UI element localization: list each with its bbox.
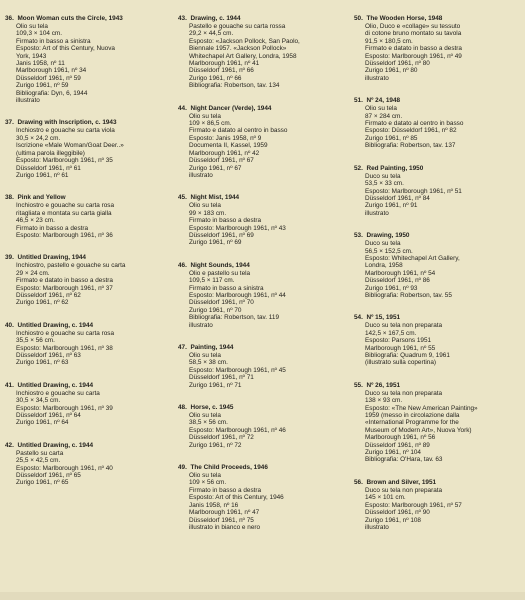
entry-detail-line: Duco su tela — [365, 240, 401, 248]
entry-detail-line: Düsseldorf 1961, nº 66 — [189, 67, 254, 75]
entry-title: Painting, 1944 — [190, 344, 234, 351]
entry-details — [5, 390, 165, 427]
entry-detail-line: Zurigo 1961, nº 71 — [189, 381, 242, 389]
entry-detail-line: Düsseldorf 1961, nº 62 — [16, 291, 81, 299]
entry-detail-line: Esposto: Marlborough 1961, nº 57 — [365, 501, 462, 509]
entry-title: The Wooden Horse, 1948 — [366, 15, 443, 22]
entry-detail-line: Inchiostro e gouache su carta viola — [16, 127, 115, 135]
entry-detail-line: ritagliata e montata su carta gialla — [16, 209, 112, 217]
entry-details — [178, 113, 338, 180]
entry-details — [5, 127, 165, 179]
entry-detail-line: 56,5 × 152,5 cm. — [365, 247, 413, 255]
entry-heading — [354, 313, 520, 322]
entry-detail-line: Düsseldorf 1961, nº 65 — [16, 472, 81, 480]
catalogue-column-2 — [178, 14, 338, 545]
entry-details — [354, 390, 520, 464]
entry-heading — [5, 321, 165, 330]
entry-heading — [354, 381, 520, 390]
entry-detail-line: Düsseldorf 1961, nº 90 — [365, 509, 430, 517]
entry-detail-line: 142,5 × 167,5 cm. — [365, 329, 417, 337]
entry-detail-line: illustrato — [16, 97, 40, 105]
entry-detail-line: 91,5 × 180,5 cm. — [365, 37, 413, 45]
entry-detail-line: Olio su tela — [189, 472, 221, 480]
entry-detail-line: 29 × 24 cm. — [16, 269, 50, 277]
entry-heading — [178, 343, 338, 352]
catalogue-entry — [178, 193, 338, 246]
entry-details — [354, 23, 520, 82]
entry-detail-line: Firmato e datato al centro in basso — [365, 120, 464, 128]
entry-detail-line: Esposto: Marlborough 1961, nº 35 — [16, 157, 113, 165]
entry-number: 37. — [5, 119, 14, 127]
entry-detail-line: Zurigo 1961, nº 80 — [365, 67, 418, 75]
entry-detail-line: Olio su tela — [189, 202, 221, 210]
entry-title: Night Dancer (Verde), 1944 — [190, 104, 272, 112]
entry-number: 54. — [354, 314, 363, 322]
entry-detail-line: Zurigo 1961, nº 65 — [16, 479, 69, 487]
entry-detail-line: Duco su tela non preparata — [365, 486, 443, 494]
entry-detail-line: Zurigo 1961, nº 61 — [16, 171, 69, 179]
entry-detail-line: Zurigo 1961, nº 69 — [189, 239, 242, 247]
entry-detail-line: Esposto: Marlborough 1961, nº 39 — [16, 404, 113, 412]
entry-detail-line: Esposto: Marlborough 1961, nº 45 — [189, 366, 286, 374]
entry-detail-line: Firmato in basso a destra — [16, 224, 89, 232]
entry-detail-line: Bibliografia: Dyn, 6, 1944 — [16, 89, 88, 97]
entry-detail-line: Esposto: Marlborough 1961, nº 44 — [189, 291, 286, 299]
entry-detail-line: Esposto: Art of this Century, Nuova — [16, 45, 115, 53]
entry-detail-line: 109 × 56 cm. — [189, 479, 227, 487]
entry-detail-line: (ultima parola illeggibile) — [16, 149, 85, 157]
entry-detail-line: Marlborough 1961, nº 47 — [189, 509, 260, 517]
catalogue-entry — [5, 193, 165, 239]
entry-details — [354, 173, 520, 217]
entry-number: 55. — [354, 381, 363, 389]
entry-detail-line: 109,3 × 104 cm. — [16, 30, 63, 38]
entry-detail-line: Inchiostro e gouache su carta — [16, 389, 100, 397]
page-bottom-band — [0, 592, 525, 600]
catalogue-entry — [354, 313, 520, 366]
entry-details — [178, 412, 338, 449]
entry-detail-line: Esposto: Marlborough 1961, nº 51 — [365, 187, 462, 195]
entry-detail-line: illustrato in bianco e nero — [189, 523, 261, 531]
entry-detail-line: Firmato in basso a sinistra — [189, 284, 264, 292]
entry-number: 45. — [178, 194, 187, 202]
entry-detail-line: 1959 (messo in circolazione dalla — [365, 412, 460, 420]
entry-detail-line: 53,5 × 33 cm. — [365, 180, 404, 188]
catalogue-column-1 — [5, 14, 165, 501]
entry-number: 39. — [5, 254, 14, 262]
entry-detail-line: Marlborough 1961, nº 34 — [16, 67, 87, 75]
entry-detail-line: Duco su tela — [365, 172, 401, 180]
entry-number: 41. — [5, 381, 14, 389]
entry-detail-line: Esposto: Parsons 1951 — [365, 337, 432, 345]
entry-detail-line: Düsseldorf 1961, nº 84 — [365, 194, 430, 202]
entry-detail-line: Pastello e gouache su carta rossa — [189, 23, 286, 30]
entry-heading — [5, 253, 165, 262]
entry-detail-line: «International Programme for the — [365, 419, 459, 427]
entry-detail-line: Inchiostro, pastello e gouache su carta — [16, 262, 126, 270]
entry-detail-line: Esposto: Marlborough 1961, nº 49 — [365, 52, 462, 60]
entry-detail-line: Zurigo 1961, nº 67 — [189, 164, 242, 172]
entry-detail-line: Zurigo 1961, nº 93 — [365, 284, 418, 292]
entry-detail-line: Zurigo 1961, nº 63 — [16, 359, 69, 367]
entry-detail-line: 29,2 × 44,5 cm. — [189, 30, 234, 38]
entry-detail-line: Zurigo 1961, nº 72 — [189, 441, 242, 449]
entry-detail-line: Bibliografia: Robertson, tav. 119 — [189, 314, 279, 322]
catalogue-entry — [178, 261, 338, 329]
entry-number: 53. — [354, 232, 363, 240]
entry-number: 46. — [178, 261, 187, 269]
entry-detail-line: Zurigo 1961, nº 91 — [365, 202, 418, 210]
entry-detail-line: Bibliografia: Robertson, tav. 134 — [189, 82, 280, 90]
entry-heading — [5, 381, 165, 390]
entry-heading — [5, 118, 165, 127]
entry-heading — [178, 193, 338, 202]
entry-title: Untitled Drawing, c. 1944 — [17, 381, 94, 389]
entry-detail-line: Esposto: Marlborough 1961, nº 40 — [16, 464, 113, 472]
catalogue-entry — [178, 14, 338, 90]
catalogue-entry — [178, 403, 338, 449]
entry-detail-line: Düsseldorf 1961, nº 80 — [365, 60, 430, 68]
entry-detail-line: Firmato in basso a sinistra — [16, 37, 91, 45]
entry-detail-line: 35,5 × 56 cm. — [16, 337, 55, 345]
entry-detail-line: York, 1943 — [16, 52, 47, 60]
entry-detail-line: Londra, 1958 — [365, 262, 403, 270]
entry-detail-line: Olio su tela — [189, 112, 221, 120]
entry-details — [5, 23, 165, 104]
entry-heading — [354, 96, 520, 105]
entry-detail-line: Esposto: «The New American Painting» — [365, 404, 478, 412]
entry-detail-line: Düsseldorf 1961, nº 59 — [16, 74, 81, 82]
entry-title: Night Mist, 1944 — [190, 194, 240, 202]
entry-heading — [178, 403, 338, 412]
entry-detail-line: Marlborough 1961, nº 41 — [189, 60, 260, 68]
entry-detail-line: Zurigo 1961, nº 70 — [189, 306, 242, 314]
entry-detail-line: Duco su tela non preparata — [365, 322, 443, 330]
catalogue-entry — [354, 381, 520, 464]
entry-detail-line: Esposto: Marlborough 1961, nº 36 — [16, 231, 113, 239]
entry-details — [354, 487, 520, 531]
entry-heading — [354, 14, 520, 23]
catalogue-entry — [178, 104, 338, 180]
entry-number: 50. — [354, 15, 363, 22]
entry-title: Red Painting, 1950 — [366, 164, 424, 172]
catalogue-entry — [5, 118, 165, 179]
entry-detail-line: Janis 1958, nº 16 — [189, 501, 239, 509]
entry-detail-line: Firmato e datato al centro in basso — [189, 127, 288, 135]
entry-detail-line: 58,5 × 38 cm. — [189, 359, 228, 367]
entry-title: Moon Woman cuts the Circle, 1943 — [17, 15, 123, 22]
entry-heading — [178, 14, 338, 23]
catalogue-entry — [5, 381, 165, 427]
entry-detail-line: Düsseldorf 1961, nº 70 — [189, 299, 254, 307]
entry-number: 38. — [5, 194, 14, 202]
entry-detail-line: Esposto: Marlborough 1961, nº 37 — [16, 284, 113, 292]
entry-detail-line: Bibliografia: O'Hara, tav. 63 — [365, 456, 443, 464]
entry-heading — [178, 104, 338, 113]
entry-detail-line: 30,5 × 24,2 cm. — [16, 134, 61, 142]
entry-details — [178, 472, 338, 531]
entry-detail-line: 109 × 86,5 cm. — [189, 120, 232, 128]
entry-details — [178, 352, 338, 389]
entry-detail-line: Zurigo 1961, nº 59 — [16, 82, 69, 90]
entry-detail-line: Zurigo 1961, nº 104 — [365, 449, 421, 457]
entry-number: 40. — [5, 321, 14, 329]
entry-detail-line: Duco su tela non preparata — [365, 389, 443, 397]
entry-detail-line: Firmato e datato in basso a destra — [365, 45, 462, 53]
entry-detail-line: 87 × 284 cm. — [365, 112, 403, 120]
entry-detail-line: Firmato in basso a destra — [189, 217, 262, 225]
entry-details — [5, 202, 165, 239]
entry-heading — [5, 441, 165, 450]
entry-detail-line: Documenta II, Kassel, 1959 — [189, 142, 268, 150]
entry-detail-line: (illustrato sulla copertina) — [365, 359, 437, 367]
catalogue-entry — [5, 321, 165, 367]
entry-title: Nº 24, 1948 — [366, 97, 401, 105]
entry-number: 42. — [5, 441, 14, 449]
entry-detail-line: 109,5 × 117 cm. — [189, 277, 235, 285]
entry-detail-line: Olio, Duco e «collage» su tessuto — [365, 23, 461, 30]
entry-number: 43. — [178, 15, 187, 22]
entry-detail-line: Olio su tela — [189, 412, 221, 420]
entry-details — [5, 262, 165, 306]
entry-detail-line: Düsseldorf 1961, nº 61 — [16, 164, 81, 172]
entry-detail-line: Düsseldorf 1961, nº 72 — [189, 434, 254, 442]
entry-detail-line: Iscrizione «Male Woman/Goat Deer..» — [16, 142, 124, 150]
entry-title: Nº 15, 1951 — [366, 314, 401, 322]
entry-details — [354, 240, 520, 299]
entry-heading — [5, 14, 165, 23]
catalogue-entry — [5, 441, 165, 487]
entry-heading — [178, 261, 338, 270]
entry-number: 49. — [178, 464, 187, 472]
entry-detail-line: Olio su tela — [189, 352, 221, 359]
entry-heading — [5, 193, 165, 202]
entry-detail-line: Biennale 1957. «Jackson Pollock» — [189, 45, 287, 53]
entry-detail-line: Esposto: Marlborough 1961, nº 46 — [189, 426, 286, 434]
entry-detail-line: illustrato — [189, 321, 213, 329]
entry-detail-line: Whitechapel Art Gallery, Londra, 1958 — [189, 52, 297, 60]
entry-detail-line: Zurigo 1961, nº 64 — [16, 419, 69, 427]
entry-detail-line: illustrato — [365, 74, 389, 82]
entry-details — [178, 202, 338, 246]
entry-title: Horse, c. 1945 — [190, 404, 234, 412]
entry-title: Drawing, 1950 — [366, 232, 410, 240]
entry-detail-line: Firmato e datato in basso a destra — [16, 277, 113, 285]
entry-detail-line: Düsseldorf 1961, nº 63 — [16, 352, 81, 359]
entry-detail-line: Olio su tela — [365, 105, 397, 113]
entry-detail-line: 25,5 × 42,5 cm. — [16, 457, 61, 465]
catalogue-entry — [354, 96, 520, 149]
entry-detail-line: Esposto: Marlborough 1961, nº 43 — [189, 224, 286, 232]
entry-heading — [354, 231, 520, 240]
entry-number: 48. — [178, 404, 187, 412]
entry-detail-line: Janis 1958, nº 11 — [16, 60, 65, 68]
entry-detail-line: Düsseldorf 1961, nº 69 — [189, 231, 254, 239]
entry-number: 44. — [178, 104, 187, 112]
entry-detail-line: Inchiostro e gouache su carta rosa — [16, 329, 115, 337]
entry-detail-line: Zurigo 1961, nº 108 — [365, 516, 421, 524]
entry-title: Untitled Drawing, c. 1944 — [17, 321, 94, 329]
entry-title: Night Sounds, 1944 — [190, 261, 250, 269]
entry-detail-line: Esposto: Janis 1958, nº 9 — [189, 134, 262, 142]
entry-detail-line: Bibliografia: Robertson, tav. 55 — [365, 291, 452, 299]
entry-title: Brown and Silver, 1951 — [366, 478, 437, 486]
entry-detail-line: Düsseldorf 1961, nº 89 — [365, 441, 430, 449]
entry-detail-line: Esposto: «Jackson Pollock, San Paolo, — [189, 37, 300, 45]
entry-detail-line: Marlborough 1961, nº 54 — [365, 269, 436, 277]
catalogue-column-3 — [354, 14, 520, 545]
entry-number: 51. — [354, 97, 363, 105]
entry-detail-line: illustrato — [365, 523, 389, 531]
entry-number: 56. — [354, 478, 363, 486]
entry-detail-line: Olio e pastello su tela — [189, 269, 251, 277]
entry-title: Drawing with Inscription, c. 1943 — [17, 119, 117, 127]
catalogue-entry — [178, 343, 338, 389]
entry-detail-line: Esposto: Whitechapel Art Gallery, — [365, 254, 460, 262]
entry-title: Untitled Drawing, c. 1944 — [17, 441, 94, 449]
entry-detail-line: Zurigo 1961, nº 66 — [189, 74, 242, 82]
entry-detail-line: 99 × 183 cm. — [189, 209, 227, 217]
entry-detail-line: Firmato in basso a destra — [189, 486, 262, 494]
entry-heading — [354, 164, 520, 173]
entry-detail-line: Marlborough 1961, nº 55 — [365, 344, 436, 352]
entry-detail-line: Esposto: Marlborough 1961, nº 38 — [16, 344, 113, 352]
entry-details — [5, 330, 165, 367]
entry-heading — [178, 463, 338, 472]
entry-detail-line: Esposto: Art of this Century, 1946 — [189, 494, 284, 502]
entry-detail-line: Zurigo 1961, nº 85 — [365, 134, 418, 142]
entry-detail-line: Düsseldorf 1961, nº 71 — [189, 374, 254, 382]
catalogue-entry — [5, 253, 165, 306]
entry-detail-line: Marlborough 1961, nº 42 — [189, 149, 260, 157]
entry-detail-line: Pastello su carta — [16, 449, 64, 457]
entry-detail-line: di cotone bruno montato su tavola — [365, 30, 462, 38]
catalogue-entry — [5, 14, 165, 104]
entry-title: Pink and Yellow — [17, 194, 66, 202]
catalogue-entry — [178, 463, 338, 531]
entry-detail-line: Bibliografia: Robertson, tav. 137 — [365, 142, 456, 150]
entry-detail-line: 38,5 × 56 cm. — [189, 419, 228, 427]
entry-number: 52. — [354, 164, 363, 172]
entry-heading — [354, 478, 520, 487]
entry-detail-line: Marlborough 1961, nº 56 — [365, 434, 436, 442]
entry-detail-line: 46,5 × 23 cm. — [16, 217, 55, 225]
entry-details — [178, 270, 338, 329]
entry-detail-line: 30,5 × 34,5 cm. — [16, 397, 61, 405]
entry-details — [178, 23, 338, 90]
entry-detail-line: illustrato — [365, 209, 389, 217]
entry-detail-line: Düsseldorf 1961, nº 86 — [365, 277, 430, 285]
entry-detail-line: Düsseldorf 1961, nº 75 — [189, 516, 254, 524]
entry-detail-line: Düsseldorf 1961, nº 67 — [189, 157, 254, 165]
entry-detail-line: Bibliografia: Quadrum 9, 1961 — [365, 352, 450, 359]
entry-detail-line: illustrato — [189, 171, 213, 179]
entry-detail-line: Inchiostro e gouache su carta rosa — [16, 202, 115, 210]
entry-details — [354, 105, 520, 149]
entry-title: The Child Proceeds, 1946 — [190, 464, 268, 472]
entry-detail-line: Olio su tela — [16, 23, 48, 30]
catalogue-entry — [354, 14, 520, 82]
entry-details — [5, 450, 165, 487]
entry-number: 36. — [5, 15, 14, 22]
catalogue-entry — [354, 231, 520, 299]
entry-detail-line: 138 × 93 cm. — [365, 397, 403, 405]
catalogue-entry — [354, 164, 520, 217]
entry-title: Drawing, c. 1944 — [190, 15, 241, 22]
entry-title: Nº 26, 1951 — [366, 381, 401, 389]
entry-title: Untitled Drawing, 1944 — [17, 254, 86, 262]
catalogue-entry — [354, 478, 520, 531]
entry-detail-line: Zurigo 1961, nº 62 — [16, 299, 69, 307]
entry-detail-line: Esposto: Düsseldorf 1961, nº 82 — [365, 127, 457, 135]
entry-details — [354, 322, 520, 366]
entry-detail-line: Museum of Modern Art», Nuova York) — [365, 426, 472, 434]
entry-detail-line: 145 × 101 cm. — [365, 494, 406, 502]
entry-number: 47. — [178, 344, 187, 351]
entry-detail-line: Düsseldorf 1961, nº 64 — [16, 412, 81, 420]
